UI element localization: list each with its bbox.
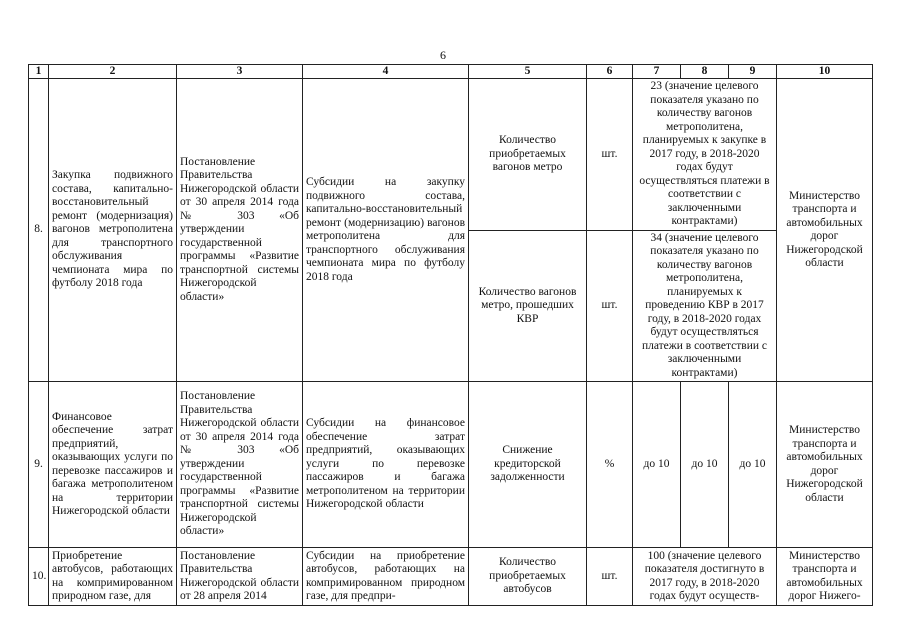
indicator-unit: % [587,382,633,548]
indicator-name: Количество приобретаемых автобусов [469,548,587,606]
indicator-name: Количество вагонов метро, прошедших КВР [469,230,587,382]
legal-basis: Постановление Правительства Нижегородской области от 30 апреля 2014 года № 303 «Об утверждении государственной программы «Развитие транспортной системы Нижегородской области» [177,79,303,382]
value-col-8: до 10 [681,382,729,548]
col-header-10: 10 [777,65,873,79]
row-number: 10. [29,548,49,606]
measure-description: Субсидии на финансовое обеспечение затрат предприятий, оказывающих услуги по перевозке пассажиров и багажа метрополитеном на территории Нижегородской области [303,382,469,548]
table-row [29,548,873,606]
indicator-value: 34 (значение целевого показателя указано по количеству вагонов метрополитена, планируемых к проведению КВР в 2017 году, в 2018-2020 годах будут осуществляться платежи в соответствии с заключенными контрактами) [633,230,777,382]
measure-description: Субсидии на приобретение автобусов, работающих на компримированном природном газе, для предпри- [303,548,469,606]
executor: Министерство транспорта и автомобильных дорог Нижегородской области [777,382,873,548]
event-name: Приобретение автобусов, работающих на компримированном природном газе, для [49,548,177,606]
col-header-8: 8 [681,65,729,79]
col-header-5: 5 [469,65,587,79]
legal-basis: Постановление Правительства Нижегородской области от 28 апреля 2014 [177,548,303,606]
table-row [29,79,873,231]
col-header-3: 3 [177,65,303,79]
col-header-6: 6 [587,65,633,79]
row-number: 8. [29,79,49,382]
executor: Министерство транспорта и автомобильных дорог Нижегородской области [777,79,873,382]
indicator-unit: шт. [587,79,633,231]
measure-description: Субсидии на закупку подвижного состава, капитально-восстановительный ремонт (модернизацию) вагонов метрополитена для транспортного обслуживания чемпионата мира по футболу 2018 года [303,79,469,382]
event-name: Закупка подвижного состава, капитально-восстановительный ремонт (модернизация) вагонов метрополитена для транспортного обслуживания чемпионата мира по футболу 2018 года [49,79,177,382]
col-header-1: 1 [29,65,49,79]
col-header-7: 7 [633,65,681,79]
indicator-value: 100 (значение целевого показателя достигнуто в 2017 году, в 2018-2020 годах будут осуществ- [633,548,777,606]
value-col-9: до 10 [729,382,777,548]
row-number: 9. [29,382,49,548]
col-header-2: 2 [49,65,177,79]
program-table [28,64,873,606]
col-header-4: 4 [303,65,469,79]
indicator-name: Количество приобретаемых вагонов метро [469,79,587,231]
col-header-9: 9 [729,65,777,79]
value-col-7: до 10 [633,382,681,548]
indicator-value: 23 (значение целевого показателя указано по количеству вагонов метрополитена, планируемых к закупке в 2017 году, в 2018-2020 годах будут осуществляться платежи в соответствии с заключенными контрактами) [633,79,777,231]
table-row [29,382,873,548]
indicator-unit: шт. [587,230,633,382]
indicator-unit: шт. [587,548,633,606]
executor: Министерство транспорта и автомобильных дорог Нижего- [777,548,873,606]
indicator-name: Снижение кредиторской задолженности [469,382,587,548]
event-name: Финансовое обеспечение затрат предприятий, оказывающих услуги по перевозке пассажиров и багажа метрополитеном на территории Нижегородской области [49,382,177,548]
header-row [29,65,873,79]
legal-basis: Постановление Правительства Нижегородской области от 30 апреля 2014 года № 303 «Об утверждении государственной программы «Развитие транспортной системы Нижегородской области» [177,382,303,548]
page-number: 6 [440,48,446,62]
